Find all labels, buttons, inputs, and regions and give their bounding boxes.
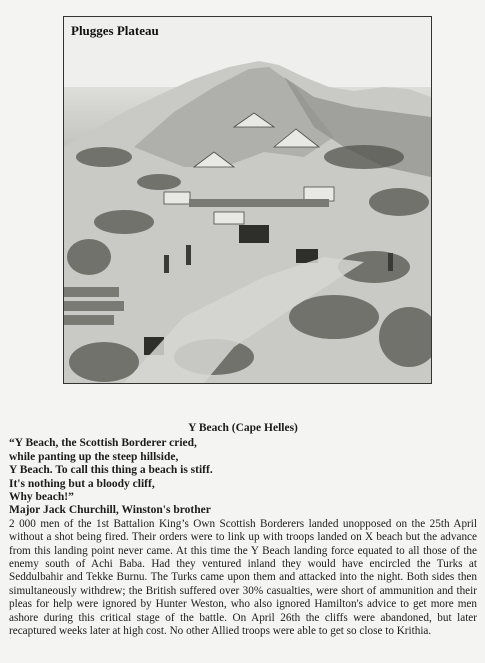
- photo-caption: Plugges Plateau: [71, 23, 159, 38]
- poem-line: It's nothing but a bloody cliff,: [9, 477, 155, 490]
- poem-line: “Y Beach, the Scottish Borderer cried,: [9, 437, 197, 450]
- attribution: Major Jack Churchill, Winston's brother: [9, 504, 211, 517]
- poem-line: Why beach!”: [9, 491, 74, 504]
- article: [9, 422, 477, 639]
- poem-line: Y Beach. To call this thing a beach is stiff.: [9, 464, 213, 477]
- historical-photo: [63, 16, 432, 384]
- poem: [9, 437, 477, 504]
- photo-scene: [64, 17, 431, 383]
- body-paragraph: 2 000 men of the 1st Battalion King’s Own Scottish Borderers landed unopposed on the 25th April without a shot being fired. Their orders were to link up with troops landed on X beach but the advance from this landing point never came. At this time the Y Beach landing force equated to all those of the enemy south of Achi Baba. Had they ventured inland they would have encircled the Turks at Seddulbahir and Tekke Burnu. The Turks came upon them and attacked into the night. Both sides then simultaneously withdrew; the British suffered over 30% casualties, were short of ammunition and their pleas for help were ignored by Hunter Weston, who also ignored Hamilton's advice to get more men ashore during this critical stage of the battle. On April 26th the cliffs were abandoned, but later recaptured weeks later at high cost. No other Allied troops were able to get so close to Krithia.: [9, 517, 477, 638]
- section-title: Y Beach (Cape Helles): [188, 422, 298, 434]
- poem-line: while panting up the steep hillside,: [9, 450, 179, 463]
